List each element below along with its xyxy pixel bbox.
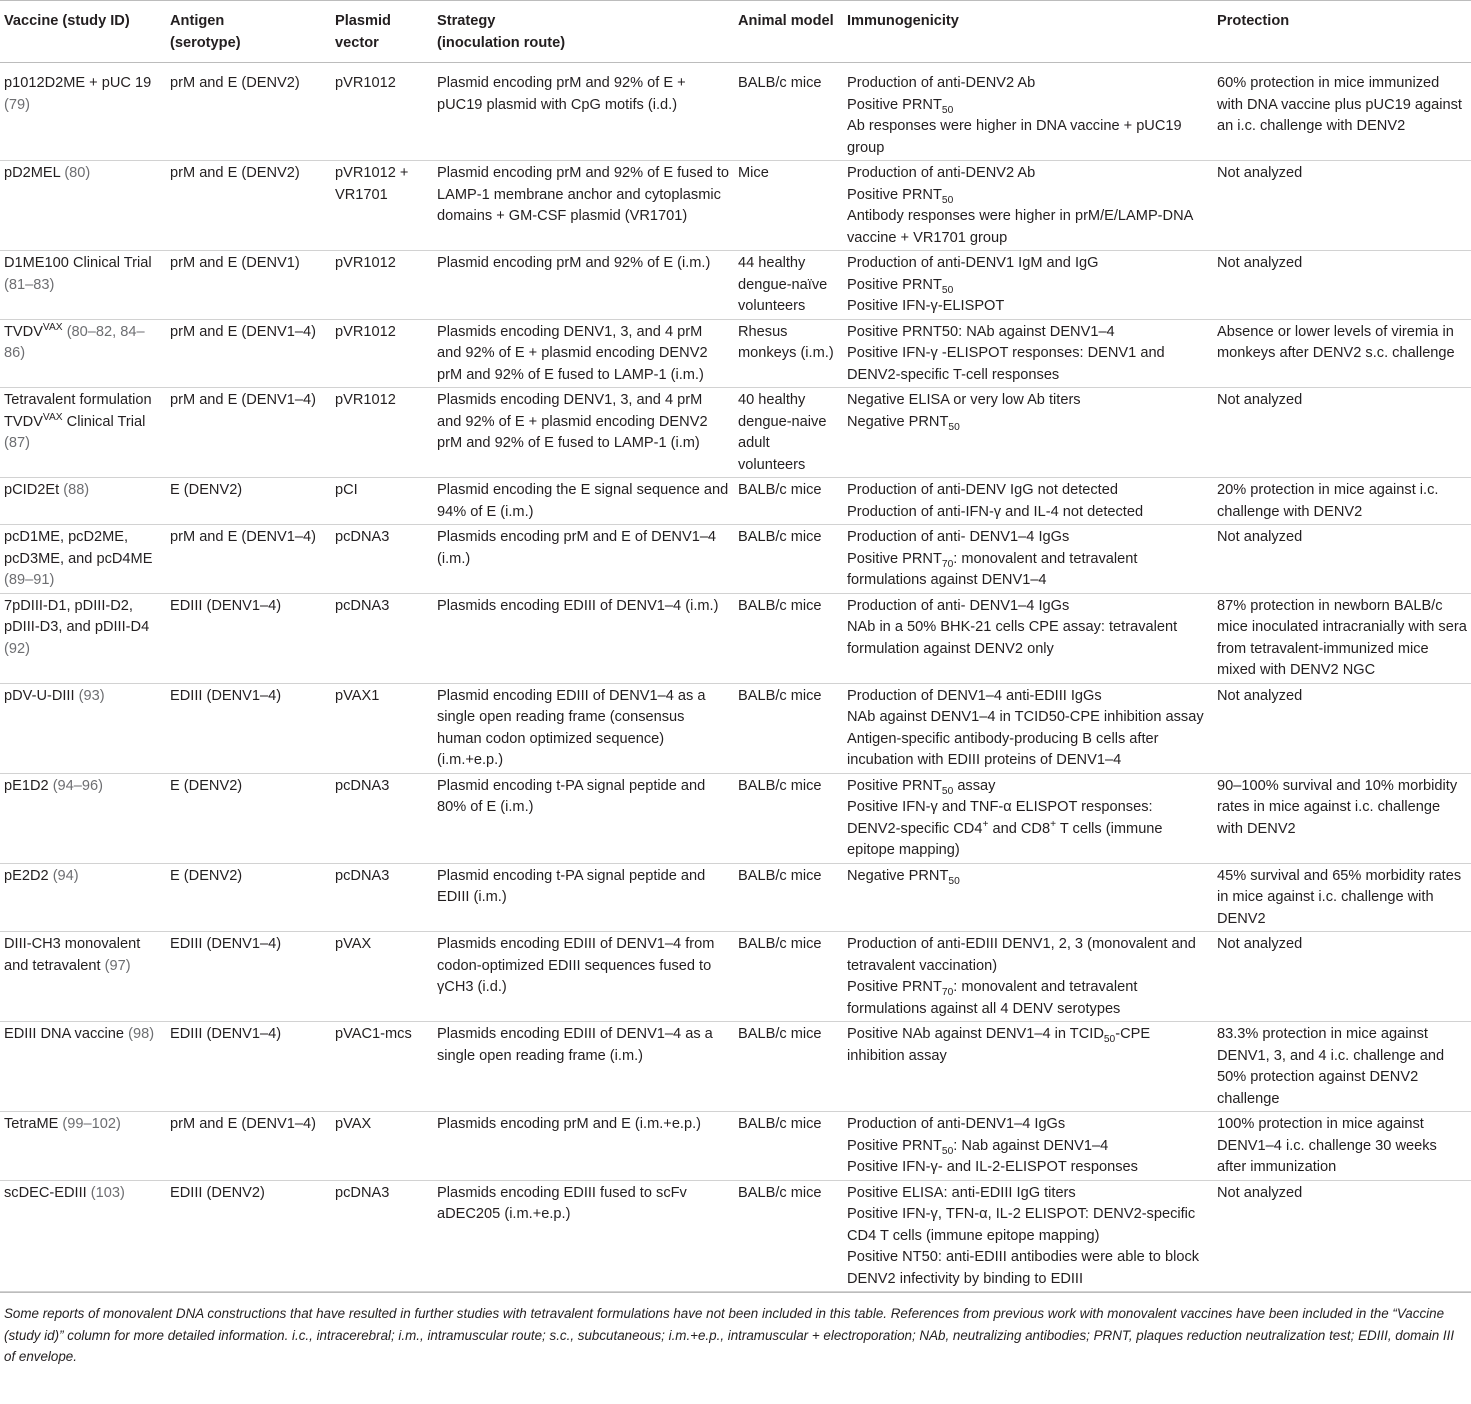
vaccine-name: pD2MEL	[4, 165, 61, 181]
cell-antigen: E (DENV2)	[166, 773, 331, 863]
immunogenicity-item: NAb in a 50% BHK-21 cells CPE assay: tetravalent formulation against DENV2 only	[847, 619, 1178, 657]
reference-link[interactable]: (99–102)	[62, 1116, 121, 1132]
column-header-line: Strategy	[437, 13, 496, 29]
immunogenicity-item: Positive $PRNT_{50}$	[847, 96, 954, 116]
cell-vaccine	[0, 251, 166, 320]
reference-link[interactable]: (92)	[4, 640, 30, 657]
table-row	[0, 1180, 1471, 1292]
immunogenicity-item: Production of anti-EDIII DENV1, 2, 3 (monovalent and tetravalent vaccination)	[847, 936, 1196, 974]
vaccine-name: pcD1ME, pcD2ME, pcD3ME, and pcD4ME	[4, 529, 153, 567]
cell-immunogenicity	[843, 593, 1213, 683]
immunogenicity-item: Production of anti-IFN-γ and IL-4 not detected	[847, 503, 1144, 520]
immunogenicity-item: NAb against DENV1–4 in TCID50-CPE inhibition assay	[847, 709, 1204, 725]
cell-protection: 45% survival and 65% morbidity rates in mice against i.c. challenge with DENV2	[1213, 863, 1471, 932]
reference-link[interactable]: (94)	[52, 867, 79, 884]
cell-plasmid: pcDNA3	[331, 863, 433, 932]
cell-vaccine	[0, 1112, 166, 1181]
vaccine-name: p1012D2ME + pUC 19	[4, 75, 152, 91]
cell-antigen: prM and E (DENV1)	[166, 251, 331, 320]
cell-strategy: Plasmids encoding DENV1, 3, and 4 prM and 92% of E + plasmid encoding DENV2 prM and 92% of E fused to LAMP-1 (i.m.)	[433, 319, 734, 388]
cell-plasmid: pVR1012 + VR1701	[331, 161, 433, 251]
cell-plasmid: pcDNA3	[331, 593, 433, 683]
cell-vaccine	[0, 932, 166, 1022]
cell-animal: BALB/c mice	[734, 1112, 843, 1181]
cell-strategy: Plasmids encoding prM and E (i.m.+e.p.)	[433, 1112, 734, 1181]
immunogenicity-item: Positive ELISA: anti-EDIII IgG titers	[847, 1184, 1076, 1201]
cell-antigen: prM and E (DENV1–4)	[166, 388, 331, 478]
cell-immunogenicity	[843, 63, 1213, 161]
cell-plasmid: pVR1012	[331, 63, 433, 161]
table-row	[0, 593, 1471, 683]
table-row	[0, 63, 1471, 161]
cell-immunogenicity	[843, 1112, 1213, 1181]
table-row	[0, 478, 1471, 525]
cell-antigen: prM and E (DENV1–4)	[166, 319, 331, 388]
table-row	[0, 863, 1471, 932]
immunogenicity-item: Antibody responses were higher in prM/E/LAMP-DNA vaccine + VR1701 group	[847, 208, 1193, 246]
reference-link[interactable]: (80)	[64, 165, 91, 181]
cell-plasmid: pcDNA3	[331, 1180, 433, 1292]
table-row	[0, 161, 1471, 251]
immunogenicity-item: Production of anti-DENV IgG not detected	[847, 482, 1118, 498]
cell-strategy: Plasmid encoding prM and 92% of E fused to LAMP-1 membrane anchor and cytoplasmic domains + GM-CSF plasmid (VR1701)	[433, 161, 734, 251]
column-header-antigen	[166, 1, 331, 63]
cell-vaccine	[0, 1022, 166, 1112]
cell-vaccine	[0, 388, 166, 478]
cell-antigen: prM and E (DENV1–4)	[166, 525, 331, 594]
immunogenicity-item: Positive $PRNT_{50}$ assay	[847, 777, 996, 797]
cell-animal: Rhesus monkeys (i.m.)	[734, 319, 843, 388]
table-footnote: Some reports of monovalent DNA constructions that have resulted in further studies with tetravalent formulations have not been included in this table. References from previous work with monovalent vaccines have been included in the “Vaccine (study id)” column for more detailed information. i.c., intracerebral; i.m., intramuscular route; s.c., subcutaneous; i.m.+e.p., intramuscular + electroporation; NAb, neutralizing antibodies; PRNT, plaques reduction neutralization test; EDIII, domain III of envelope.	[0, 1292, 1471, 1368]
cell-animal: BALB/c mice	[734, 63, 843, 161]
immunogenicity-item: Production of anti-DENV1 IgM and IgG	[847, 255, 1099, 271]
column-header-line: Animal model	[738, 13, 834, 29]
cell-strategy: Plasmid encoding t-PA signal peptide and EDIII (i.m.)	[433, 863, 734, 932]
cell-antigen: E (DENV2)	[166, 863, 331, 932]
cell-immunogenicity	[843, 773, 1213, 863]
immunogenicity-item: Positive PRNT50: NAb against DENV1–4	[847, 323, 1115, 340]
cell-strategy: Plasmids encoding EDIII of DENV1–4 (i.m.)	[433, 593, 734, 683]
cell-vaccine	[0, 525, 166, 594]
immunogenicity-item: Positive NAb against DENV1–4 in $TCID_{50}$-CPE inhibition assay	[847, 1026, 1151, 1064]
cell-immunogenicity	[843, 932, 1213, 1022]
cell-protection: Not analyzed	[1213, 932, 1471, 1022]
immunogenicity-item: Positive IFN-γ -ELISPOT responses: DENV1 and DENV2-specific T-cell responses	[847, 345, 1165, 383]
table-row	[0, 388, 1471, 478]
cell-immunogenicity	[843, 478, 1213, 525]
cell-protection: 90–100% survival and 10% morbidity rates in mice against i.c. challenge with DENV2	[1213, 773, 1471, 863]
cell-strategy: Plasmids encoding EDIII of DENV1–4 as a single open reading frame (i.m.)	[433, 1022, 734, 1112]
cell-plasmid: pVAX	[331, 932, 433, 1022]
cell-animal: BALB/c mice	[734, 478, 843, 525]
cell-strategy: Plasmids encoding EDIII fused to scFv aDEC205 (i.m.+e.p.)	[433, 1180, 734, 1292]
vaccine-name: $TVDV^{VAX}$	[4, 321, 63, 340]
cell-vaccine	[0, 863, 166, 932]
reference-link[interactable]: (81–83)	[4, 276, 55, 293]
cell-protection: Absence or lower levels of viremia in monkeys after DENV2 s.c. challenge	[1213, 319, 1471, 388]
cell-plasmid: pcDNA3	[331, 525, 433, 594]
immunogenicity-item: Production of anti-DENV2 Ab	[847, 75, 1036, 91]
cell-animal: BALB/c mice	[734, 593, 843, 683]
cell-antigen: EDIII (DENV1–4)	[166, 683, 331, 773]
cell-vaccine	[0, 683, 166, 773]
column-header-line: vector	[335, 34, 379, 51]
column-header-line: (inoculation route)	[437, 34, 566, 51]
cell-vaccine	[0, 161, 166, 251]
reference-link[interactable]: (79)	[4, 96, 30, 113]
cell-strategy: Plasmid encoding prM and 92% of E + pUC19 plasmid with CpG motifs (i.d.)	[433, 63, 734, 161]
reference-link[interactable]: (93)	[78, 687, 105, 704]
cell-immunogenicity	[843, 161, 1213, 251]
cell-antigen: EDIII (DENV1–4)	[166, 932, 331, 1022]
column-header-immuno	[843, 1, 1213, 63]
cell-plasmid: pVAX	[331, 1112, 433, 1181]
cell-protection: 87% protection in newborn BALB/c mice inoculated intracranially with sera from tetravalent-immunized mice mixed with DENV2 NGC	[1213, 593, 1471, 683]
cell-vaccine	[0, 63, 166, 161]
cell-immunogenicity	[843, 863, 1213, 932]
cell-antigen: EDIII (DENV1–4)	[166, 593, 331, 683]
cell-plasmid: pVR1012	[331, 251, 433, 320]
column-header-line: Immunogenicity	[847, 13, 959, 29]
immunogenicity-item: Positive NT50: anti-EDIII antibodies were able to block DENV2 infectivity by binding to EDIII	[847, 1249, 1200, 1287]
cell-vaccine	[0, 319, 166, 388]
table-row	[0, 1022, 1471, 1112]
column-header-protection	[1213, 1, 1471, 63]
cell-plasmid: pVAX1	[331, 683, 433, 773]
immunogenicity-item: Positive IFN-γ- and IL-2-ELISPOT responses	[847, 1159, 1138, 1175]
cell-protection: 60% protection in mice immunized with DNA vaccine plus pUC19 against an i.c. challenge with DENV2	[1213, 63, 1471, 161]
cell-animal: BALB/c mice	[734, 1022, 843, 1112]
cell-protection: Not analyzed	[1213, 1180, 1471, 1292]
cell-protection: Not analyzed	[1213, 251, 1471, 320]
cell-protection: Not analyzed	[1213, 683, 1471, 773]
column-header-line: Vaccine (study ID)	[4, 13, 130, 29]
cell-plasmid: pVAC1-mcs	[331, 1022, 433, 1112]
immunogenicity-item: Negative $PRNT_{50}$	[847, 413, 960, 433]
cell-animal: BALB/c mice	[734, 863, 843, 932]
cell-animal: BALB/c mice	[734, 932, 843, 1022]
immunogenicity-item: Positive IFN-γ, TFN-α, IL-2 ELISPOT: DENV2-specific CD4 T cells (immune epitope mapping)	[847, 1206, 1196, 1244]
vaccine-name: Tetravalent formulation $TVDV^{VAX}$ Clinical Trial	[4, 392, 152, 430]
cell-immunogenicity	[843, 388, 1213, 478]
column-header-line: Plasmid	[335, 13, 391, 29]
cell-vaccine	[0, 593, 166, 683]
cell-animal: BALB/c mice	[734, 683, 843, 773]
immunogenicity-item: Ab responses were higher in DNA vaccine + pUC19 group	[847, 118, 1182, 156]
immunogenicity-item: Positive IFN-γ and TNF-α ELISPOT responses: DENV2-specific CD4+ and CD8+ T cells (immune epitope mapping)	[847, 799, 1163, 858]
cell-animal: BALB/c mice	[734, 525, 843, 594]
cell-animal: BALB/c mice	[734, 773, 843, 863]
cell-plasmid: pCI	[331, 478, 433, 525]
cell-vaccine	[0, 1180, 166, 1292]
cell-immunogenicity	[843, 1180, 1213, 1292]
cell-antigen: EDIII (DENV1–4)	[166, 1022, 331, 1112]
cell-protection: Not analyzed	[1213, 525, 1471, 594]
column-header-strategy	[433, 1, 734, 63]
immunogenicity-item: Production of anti- DENV1–4 IgGs	[847, 529, 1070, 545]
reference-link[interactable]: (97)	[104, 957, 131, 974]
reference-link[interactable]: (103)	[90, 1184, 125, 1201]
vaccine-name: 7pDIII-D1, pDIII-D2, pDIII-D3, and pDIII-D4	[4, 597, 150, 635]
column-header-animal	[734, 1, 843, 63]
cell-animal: 44 healthy dengue-naïve volunteers	[734, 251, 843, 320]
cell-protection: 83.3% protection in mice against DENV1, 3, and 4 i.c. challenge and 50% protection against DENV2 challenge	[1213, 1022, 1471, 1112]
cell-animal: Mice	[734, 161, 843, 251]
cell-vaccine	[0, 773, 166, 863]
immunogenicity-item: Production of DENV1–4 anti-EDIII IgGs	[847, 687, 1102, 704]
vaccine-name: pE2D2	[4, 867, 49, 884]
table-row	[0, 932, 1471, 1022]
cell-antigen: prM and E (DENV2)	[166, 63, 331, 161]
immunogenicity-item: Positive $PRNT_{70}$: monovalent and tetravalent formulations against all 4 DENV serotypes	[847, 979, 1138, 1017]
reference-link[interactable]: (94–96)	[52, 777, 103, 794]
cell-strategy: Plasmids encoding DENV1, 3, and 4 prM and 92% of E + plasmid encoding DENV2 prM and 92% of E fused to LAMP-1 (i.m)	[433, 388, 734, 478]
cell-vaccine	[0, 478, 166, 525]
cell-strategy: Plasmid encoding EDIII of DENV1–4 as a single open reading frame (consensus human codon optimized sequence) (i.m.+e.p.)	[433, 683, 734, 773]
immunogenicity-item: Negative ELISA or very low Ab titers	[847, 392, 1081, 408]
cell-strategy: Plasmids encoding EDIII of DENV1–4 from codon-optimized EDIII sequences fused to γCH3 (i.d.)	[433, 932, 734, 1022]
table-row	[0, 251, 1471, 320]
cell-plasmid: pVR1012	[331, 388, 433, 478]
immunogenicity-item: Negative $PRNT_{50}$	[847, 867, 960, 887]
vaccine-name: pDV-U-DIII	[4, 687, 75, 704]
column-header-plasmid	[331, 1, 433, 63]
cell-plasmid: pcDNA3	[331, 773, 433, 863]
table-row	[0, 319, 1471, 388]
vaccine-name: pCID2Et	[4, 482, 60, 498]
cell-animal: 40 healthy dengue-naive adult volunteers	[734, 388, 843, 478]
immunogenicity-item: Positive $PRNT_{50}$	[847, 276, 954, 296]
cell-strategy: Plasmid encoding the E signal sequence and 94% of E (i.m.)	[433, 478, 734, 525]
vaccine-name: scDEC-EDIII	[4, 1184, 87, 1201]
table-header-row	[0, 1, 1471, 63]
table-row	[0, 773, 1471, 863]
vaccine-name: EDIII DNA vaccine	[4, 1026, 125, 1042]
table-row	[0, 683, 1471, 773]
immunogenicity-item: Positive $PRNT_{50}$: Nab against DENV1–4	[847, 1137, 1109, 1157]
cell-immunogenicity	[843, 319, 1213, 388]
cell-antigen: E (DENV2)	[166, 478, 331, 525]
cell-immunogenicity	[843, 251, 1213, 320]
immunogenicity-item: Production of anti-DENV2 Ab	[847, 165, 1036, 181]
column-header-vaccine	[0, 1, 166, 63]
cell-antigen: prM and E (DENV2)	[166, 161, 331, 251]
immunogenicity-item: Production of anti- DENV1–4 IgGs	[847, 597, 1070, 614]
immunogenicity-item: Antigen-specific antibody-producing B cells after incubation with EDIII proteins of DENV1–4	[847, 730, 1159, 768]
cell-immunogenicity	[843, 525, 1213, 594]
immunogenicity-item: Positive $PRNT_{70}$: monovalent and tetravalent formulations against DENV1–4	[847, 550, 1138, 588]
column-header-line: (serotype)	[170, 34, 241, 51]
reference-link[interactable]: (89–91)	[4, 572, 55, 588]
cell-strategy: Plasmids encoding prM and E of DENV1–4 (i.m.)	[433, 525, 734, 594]
cell-plasmid: pVR1012	[331, 319, 433, 388]
reference-link[interactable]: (88)	[63, 482, 90, 498]
vaccine-name: TetraME	[4, 1116, 59, 1132]
cell-antigen: EDIII (DENV2)	[166, 1180, 331, 1292]
immunogenicity-item: Production of anti-DENV1–4 IgGs	[847, 1116, 1066, 1132]
immunogenicity-item: Positive IFN-γ-ELISPOT	[847, 298, 1005, 314]
column-header-line: Protection	[1217, 13, 1290, 29]
immunogenicity-item: Positive $PRNT_{50}$	[847, 186, 954, 206]
table-row	[0, 525, 1471, 594]
reference-link[interactable]: (98)	[128, 1026, 155, 1042]
column-header-line: Antigen	[170, 13, 225, 29]
cell-strategy: Plasmid encoding prM and 92% of E (i.m.)	[433, 251, 734, 320]
cell-animal: BALB/c mice	[734, 1180, 843, 1292]
cell-protection: Not analyzed	[1213, 161, 1471, 251]
cell-protection: 20% protection in mice against i.c. challenge with DENV2	[1213, 478, 1471, 525]
vaccine-name: pE1D2	[4, 777, 49, 794]
table-row	[0, 1112, 1471, 1181]
vaccine-name: DIII-CH3 monovalent and tetravalent	[4, 936, 141, 974]
reference-link[interactable]: (80–82, 84–86)	[4, 323, 145, 361]
cell-antigen: prM and E (DENV1–4)	[166, 1112, 331, 1181]
cell-strategy: Plasmid encoding t-PA signal peptide and 80% of E (i.m.)	[433, 773, 734, 863]
vaccine-name: D1ME100 Clinical Trial	[4, 255, 152, 271]
reference-link[interactable]: (87)	[4, 435, 30, 451]
cell-immunogenicity	[843, 1022, 1213, 1112]
cell-protection: 100% protection in mice against DENV1–4 i.c. challenge 30 weeks after immunization	[1213, 1112, 1471, 1181]
cell-immunogenicity	[843, 683, 1213, 773]
cell-protection: Not analyzed	[1213, 388, 1471, 478]
table-body	[0, 63, 1471, 1292]
